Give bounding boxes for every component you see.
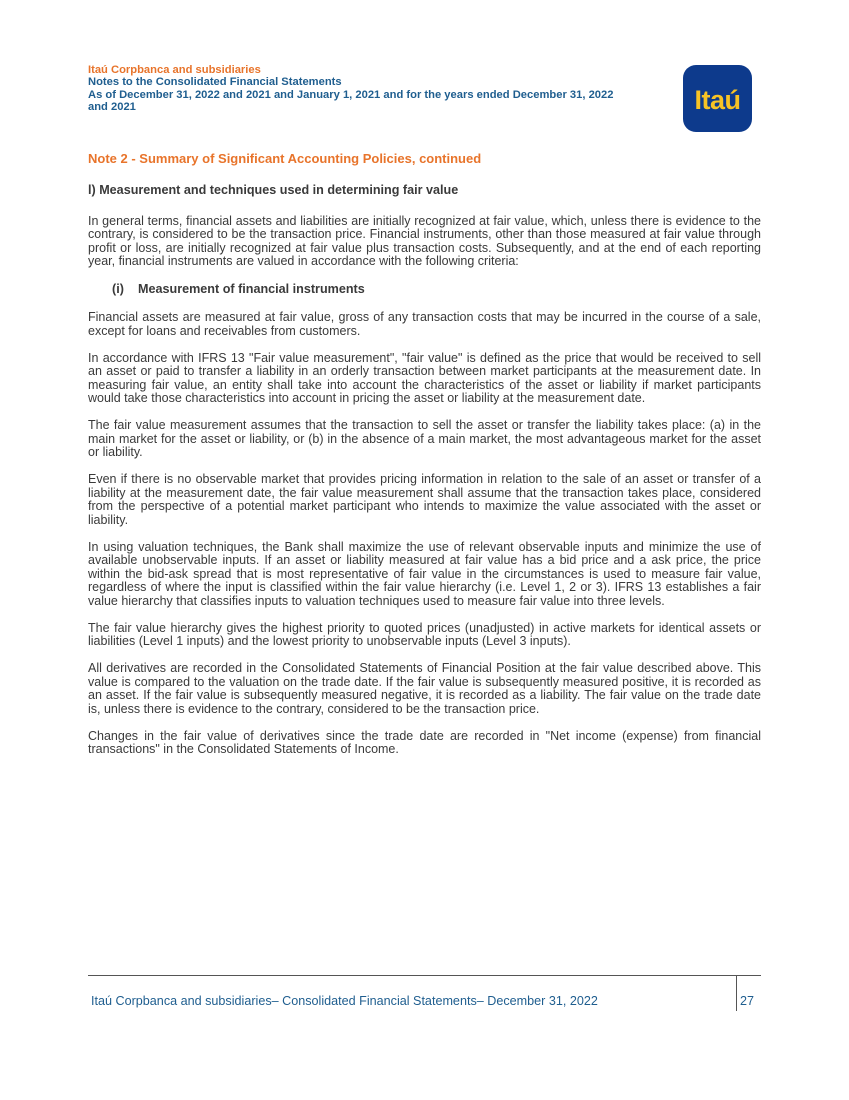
- paragraph: In using valuation techniques, the Bank shall maximize the use of relevant observable inputs and minimize the use of available unobservable inputs. If an asset or liability measured at fair value has a bid price and a ask price, the price within the bid-ask spread that is most representative of fair value in the circumstances is used to measure fair value, regardless of where the input is classified within the fair value hierarchy (i.e. Level 1, 2 or 3). IFRS 13 establishes a fair value hierarchy that classifies inputs to valuation techniques used to measure fair value into three levels.: [88, 539, 761, 608]
- paragraph: Financial assets are measured at fair value, gross of any transaction costs that may be incurred in the course of a sale, except for loans and receivables from customers.: [88, 310, 761, 338]
- footer-text: Itaú Corpbanca and subsidiaries– Consolidated Financial Statements– December 31, 2022: [91, 994, 598, 1008]
- document-body: [88, 215, 761, 770]
- header-period-line2: and 2021: [88, 101, 136, 114]
- header-period-line1: As of December 31, 2022 and 2021 and January 1, 2021 and for the years ended December 31, 2022: [88, 88, 614, 101]
- itau-logo: [683, 65, 752, 132]
- subsection-title: Measurement of financial instruments: [138, 282, 365, 297]
- note-title: Note 2 - Summary of Significant Accounting Policies, continued: [88, 151, 482, 166]
- paragraph: Changes in the fair value of derivatives since the trade date are recorded in "Net income (expense) from financial transactions" in the Consolidated Statements of Income.: [88, 728, 761, 757]
- intro-paragraph: In general terms, financial assets and liabilities are initially recognized at fair value, which, unless there is evidence to the contrary, is considered to be the transaction price. Financial instruments, other than those measured at fair value through profit or loss, are initially recognized at fair value plus transaction costs. Subsequently, and at the end of each reporting year, financial instruments are valued in accordance with the following criteria:: [88, 214, 761, 269]
- subsection-number: (i): [112, 282, 124, 297]
- paragraph: In accordance with IFRS 13 "Fair value measurement", "fair value" is defined as the price that would be received to sell an asset or paid to transfer a liability in an orderly transaction between market participants at the measurement date. In measuring fair value, an entity shall take into account the characteristics of the asset or liability if market participants would take those characteristics into account in pricing the asset or liability at the measurement date.: [88, 351, 761, 406]
- page-header: [88, 64, 688, 114]
- paragraph: The fair value hierarchy gives the highest priority to quoted prices (unadjusted) in active markets for identical assets or liabilities (Level 1 inputs) and the lowest priority to unobservable inputs (Level 3 inputs).: [88, 620, 761, 649]
- section-title: l) Measurement and techniques used in determining fair value: [88, 183, 459, 197]
- subsection-heading: [112, 282, 761, 296]
- page-number: 27: [740, 994, 755, 1008]
- footer-separator: [736, 976, 737, 1011]
- logo-text: Itaú: [694, 85, 741, 115]
- paragraph: The fair value measurement assumes that the transaction to sell the asset or transfer the liability takes place: (a) in the main market for the asset or liability, or (b) in the absence of a main market, the most advantageous market for the asset or liability.: [88, 418, 761, 460]
- header-doc-title: Notes to the Consolidated Financial Statements: [88, 76, 342, 89]
- header-company: Itaú Corpbanca and subsidiaries: [88, 64, 261, 76]
- paragraph: All derivatives are recorded in the Consolidated Statements of Financial Position at the fair value described above. This value is compared to the valuation on the trade date. If the fair value is subsequently measured positive, it is recorded as an asset. If the fair value is subsequently measured negative, it is recorded as a liability. The fair value on the trade date is, unless there is evidence to the contrary, considered to be the transaction price.: [88, 661, 761, 716]
- footer-divider: [88, 975, 761, 976]
- paragraph: Even if there is no observable market that provides pricing information in relation to the sale of an asset or transfer of a liability at the measurement date, the fair value measurement shall assume that the transaction takes place, considered from the perspective of a potential market participant who intends to maximize the value associated with the asset or liability.: [88, 472, 761, 527]
